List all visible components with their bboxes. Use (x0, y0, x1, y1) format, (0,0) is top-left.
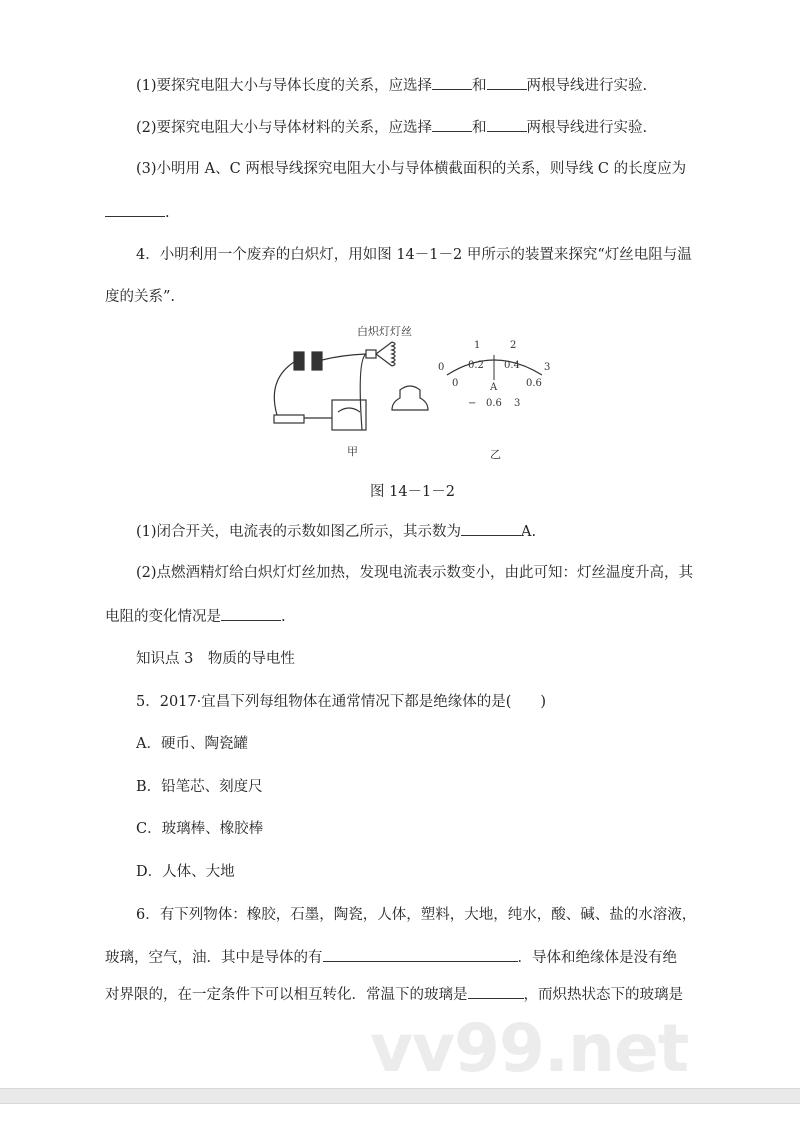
text: (1)要探究电阻大小与导体长度的关系，应选择 (136, 78, 433, 94)
q5-option-c: C．玻璃棒、橡胶棒 (136, 821, 264, 837)
q6-line2 (105, 947, 677, 968)
text: . (165, 205, 170, 221)
text: 两根导线进行实验. (526, 78, 648, 94)
page-separator (0, 1088, 800, 1104)
text: 对界限的，在一定条件下可以相互转化．常温下的玻璃是 (105, 987, 468, 1003)
answer-blank (487, 75, 527, 90)
q5-option-b: B．铅笔芯、刻度尺 (136, 779, 263, 795)
text: ，而炽热状态下的玻璃是 (523, 987, 683, 1003)
alcohol-lamp-icon (392, 386, 428, 410)
terminal-label: 0.6 (486, 398, 502, 409)
answer-blank (468, 984, 524, 999)
tick-label: 3 (544, 362, 551, 373)
tick-label: 0 (452, 378, 459, 389)
text: . (281, 609, 286, 625)
q4-stem-cont: 度的关系”. (105, 289, 176, 305)
answer-blank (323, 947, 518, 962)
answer-blank (432, 117, 472, 132)
answer-blank (221, 606, 281, 621)
q3-part3: (3)小明用 A、C 两根导线探究电阻大小与导体横截面积的关系，则导线 C 的长度应为 (136, 161, 687, 177)
circuit-figure (262, 320, 562, 470)
section-heading: 知识点 3 物质的导电性 (136, 651, 295, 667)
filament-label: 白炽灯灯丝 (357, 325, 412, 338)
q3-part3-answer (105, 202, 170, 223)
label-yi: 乙 (490, 448, 501, 461)
text: A. (521, 524, 537, 540)
battery-icon (294, 352, 304, 370)
terminal-label: 3 (514, 398, 521, 409)
q6-line3 (105, 984, 683, 1005)
tick-label: 2 (510, 340, 517, 351)
tick-label: 1 (474, 340, 481, 351)
filament-coil-icon (392, 342, 395, 366)
connector-icon (366, 350, 376, 358)
terminal-label: − (468, 398, 477, 409)
q4-part2: (2)点燃酒精灯给白炽灯灯丝加热，发现电流表示数变小，由此可知：灯丝温度升高，其 (136, 565, 694, 581)
q4-part1 (136, 521, 536, 542)
tick-label: 0 (438, 362, 445, 373)
q5-option-d: D．人体、大地 (136, 864, 235, 880)
switch-icon (274, 415, 304, 423)
q5-stem: 5．2017·宜昌下列每组物体在通常情况下都是绝缘体的是( ) (136, 694, 547, 710)
q4-stem: 4．小明利用一个废弃的白炽灯，用如图 14－1－2 甲所示的装置来探究“灯丝电阻与温 (136, 247, 692, 263)
tick-label: 0.2 (468, 360, 484, 371)
tick-label: 0.6 (526, 378, 542, 389)
text: 两根导线进行实验. (526, 120, 648, 136)
ammeter-dial-yi (447, 355, 542, 380)
answer-blank (461, 521, 521, 536)
text: 电阻的变化情况是 (105, 609, 221, 625)
label-jia: 甲 (347, 445, 358, 458)
answer-blank (432, 75, 472, 90)
text: 和 (472, 78, 487, 94)
apparatus-jia (274, 342, 428, 430)
q6-stem: 6．有下列物体：橡胶，石墨，陶瓷，人体，塑料，大地，纯水，酸、碱、盐的水溶液， (136, 907, 697, 923)
answer-blank (487, 117, 527, 132)
answer-blank (105, 202, 165, 217)
text: ．导体和绝缘体是没有绝 (517, 950, 677, 966)
text: 和 (472, 120, 487, 136)
figure-caption: 图 14－1－2 (370, 484, 456, 500)
q3-part2 (136, 117, 647, 138)
text: (1)闭合开关，电流表的示数如图乙所示，其示数为 (136, 524, 462, 540)
watermark: vv99.net (370, 1010, 689, 1087)
q5-option-a: A．硬币、陶瓷罐 (136, 736, 248, 752)
q4-part2-cont (105, 606, 286, 627)
text: (2)要探究电阻大小与导体材料的关系，应选择 (136, 120, 433, 136)
battery-icon (312, 352, 322, 370)
unit-label: A (490, 382, 498, 393)
text: 玻璃，空气，油．其中是导体的有 (105, 950, 323, 966)
tick-label: 0.4 (504, 360, 520, 371)
q3-part1 (136, 75, 647, 96)
